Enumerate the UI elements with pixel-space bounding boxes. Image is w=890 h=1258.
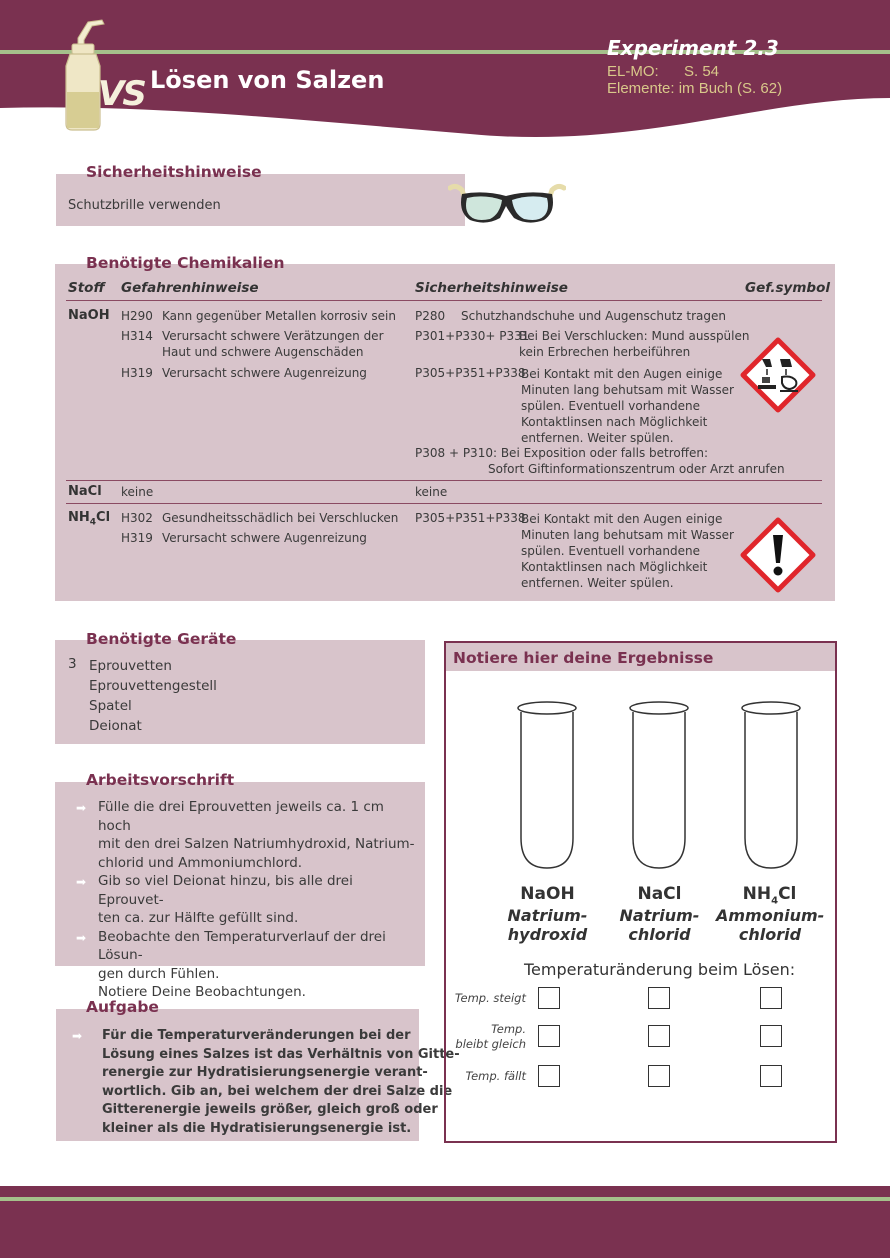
naoh-p2-text2: kein Erbrechen herbeiführen [519,345,691,359]
arrow-icon: ➡ [72,1029,83,1043]
tube-formula [722,884,817,906]
nh4cl-p1-code: P305+P351+P338 [415,511,526,525]
tube-name-line: Ammonium- [716,906,825,925]
formula-part: Cl [778,884,797,904]
nacl-precaution: keine [415,485,448,499]
nh4cl-name [68,510,110,528]
task-line: renergie zur Hydratisierungsenergie verant- [102,1065,428,1080]
naoh-p4-line1: P308 + P310: Bei Exposition oder falls betroffen: [415,446,709,460]
formula-part: Cl [96,510,111,525]
naoh-h1-text: Kann gegenüber Metallen korrosiv sein [162,309,396,323]
checkbox-nacl-gleich[interactable] [648,1025,670,1047]
tube-name [716,906,824,944]
tube-name-line: chlorid [628,925,691,944]
equipment-item: Spatel [89,698,132,714]
tube-name-line: hydroxid [507,925,588,944]
tube-name-line: Natrium- [619,906,700,925]
naoh-h2-text1: Verursacht schwere Verätzungen der [162,329,384,343]
checkbox-naoh-gleich[interactable] [538,1025,560,1047]
col-stoff: Stoff [68,280,105,296]
tube-name-line: chlorid [738,925,802,944]
elements-reference: Elemente: im Buch (S. 62) [607,80,783,97]
corrosive-pictogram-icon [740,337,816,413]
formula-subscript: 4 [89,517,97,528]
experiment-number: Experiment 2.3 [607,36,779,60]
naoh-p3-line: Minuten lang behutsam mit Wasser [521,383,734,397]
equipment-heading: Benötigte Geräte [86,630,237,648]
row-label-gleich: Temp. [491,1022,526,1036]
equipment-item: Eprouvetten [89,658,172,674]
naoh-name: NaOH [68,308,110,323]
checkbox-nh4cl-faellt[interactable] [760,1065,782,1087]
task-line: Für die Temperaturveränderungen bei der [102,1028,411,1043]
task-line: wortlich. Gib an, bei welchem der drei Salze die [102,1083,453,1099]
naoh-p1-text: Schutzhandschuhe und Augenschutz tragen [461,309,727,323]
checkbox-nacl-steigt[interactable] [648,987,670,1009]
naoh-p2-code: P301+P330+ P331 [415,329,530,343]
exclamation-pictogram-icon [740,517,816,593]
safety-text: Schutzbrille verwenden [68,198,221,213]
tube-name [500,906,595,944]
naoh-h2-text2: Haut und schwere Augenschäden [162,345,364,359]
procedure-step [68,872,418,928]
naoh-p3-line: entfernen. Weiter spülen. [521,431,674,445]
row-label-steigt: Temp. steigt [454,991,526,1005]
arrow-icon: ➡ [76,875,87,889]
checkbox-nh4cl-gleich[interactable] [760,1025,782,1047]
procedure-heading: Arbeitsvorschrift [86,771,235,789]
results-heading: Notiere hier deine Ergebnisse [453,649,714,667]
nh4cl-p1-line: spülen. Eventuell vorhandene [521,544,700,558]
naoh-p3-code: P305+P351+P338 [415,366,526,380]
task-heading: Aufgabe [86,998,159,1016]
naoh-p3-line: Kontaktlinsen nach Möglichkeit [521,415,708,429]
task-text [102,1027,460,1138]
table-divider [66,300,822,301]
step-line: gen durch Fühlen. [98,965,220,982]
step-line: Beobachte den Temperaturverlauf der drei Lösun- [98,928,386,963]
row-label-gleich: bleibt gleich [455,1037,526,1051]
naoh-p2-text1: Bei Bei Verschlucken: Mund ausspülen [519,329,750,343]
col-gefsymbol: Gef.symbol [745,280,830,296]
col-gefahrenhinweise: Gefahrenhinweise [121,280,259,296]
tube-name-line: Natrium- [507,906,588,925]
naoh-p1-code: P280 [415,309,446,323]
task-line: Lösung eines Salzes ist das Verhältnis von Gitte- [102,1046,460,1062]
equipment-item: Eprouvettengestell [89,678,217,694]
naoh-h2-code: H314 [121,329,153,343]
procedure-step [68,798,418,872]
nh4cl-p1-line: Minuten lang behutsam mit Wasser [521,528,734,542]
procedure-list [68,798,418,1002]
col-sicherheitshinweise: Sicherheitshinweise [415,280,568,296]
nh4cl-p1-line: Kontaktlinsen nach Möglichkeit [521,560,708,574]
step-line: chlorid und Ammoniumchlord. [98,854,303,871]
arrow-icon: ➡ [76,986,87,1000]
naoh-h1-code: H290 [121,309,153,323]
page-title: Lösen von Salzen [150,66,385,94]
row-label-faellt: Temp. fällt [465,1069,526,1083]
test-tube-icon [626,698,692,872]
test-tube-icon [738,698,804,872]
checkbox-nacl-faellt[interactable] [648,1065,670,1087]
step-line: Gib so viel Deionat hinzu, bis alle drei Eprouvet- [98,873,353,908]
table-divider [66,503,822,504]
arrow-icon: ➡ [76,801,87,815]
naoh-p4-line2: Sofort Giftinformationszentrum oder Arzt anrufen [488,462,785,476]
safety-heading: Sicherheitshinweise [86,163,262,181]
task-line: Gitterenergie jeweils größer, gleich groß oder [102,1102,438,1117]
nacl-name: NaCl [68,484,102,499]
naoh-h3-code: H319 [121,366,153,380]
tube-formula: NaOH [520,884,575,904]
nacl-hazard: keine [121,485,154,499]
naoh-h3-text: Verursacht schwere Augenreizung [162,366,367,380]
equipment-item: Deionat [89,718,142,734]
formula-subscript: 4 [771,895,779,907]
nh4cl-h1-text: Gesundheitsschädlich bei Verschlucken [162,511,399,525]
task-line: kleiner als die Hydratisierungsenergie ist. [102,1120,412,1136]
footer-stripe [0,1197,890,1201]
chemicals-heading: Benötigte Chemikalien [86,254,285,272]
table-divider [66,480,822,481]
nh4cl-h2-code: H319 [121,531,153,545]
checkbox-naoh-steigt[interactable] [538,987,560,1009]
nh4cl-h2-text: Verursacht schwere Augenreizung [162,531,367,545]
equipment-list [89,656,217,736]
temperature-heading: Temperaturänderung beim Lösen: [524,960,796,979]
naoh-p3-line: Bei Kontakt mit den Augen einige [521,367,723,381]
safety-goggles-icon [448,182,566,226]
nh4cl-p1-line: Bei Kontakt mit den Augen einige [521,512,723,526]
logo-vs: VS [98,74,145,114]
checkbox-nh4cl-steigt[interactable] [760,987,782,1009]
naoh-p3-text [521,366,734,446]
nh4cl-h1-code: H302 [121,511,153,525]
step-line: mit den drei Salzen Natriumhydroxid, Natrium- [98,836,415,852]
step-line: Fülle die drei Eprouvetten jeweils ca. 1 cm hoch [98,799,384,834]
tube-name [612,906,707,944]
equipment-count: 3 [68,656,77,672]
nh4cl-p1-text [521,511,734,591]
naoh-p3-line: spülen. Eventuell vorhandene [521,399,700,413]
arrow-icon: ➡ [76,930,87,945]
procedure-step [68,928,418,984]
step-line: ten ca. zur Hälfte gefüllt sind. [98,910,299,926]
tube-formula: NaCl [637,884,682,904]
elmo-label: EL-MO: [607,63,659,80]
test-tube-icon [514,698,580,872]
checkbox-naoh-faellt[interactable] [538,1065,560,1087]
elmo-value: S. 54 [684,63,720,80]
formula-part: NH [742,884,772,904]
nh4cl-p1-line: entfernen. Weiter spülen. [521,576,674,590]
formula-part: NH [68,510,90,525]
step-line: Notiere Deine Beobachtungen. [98,984,306,1000]
